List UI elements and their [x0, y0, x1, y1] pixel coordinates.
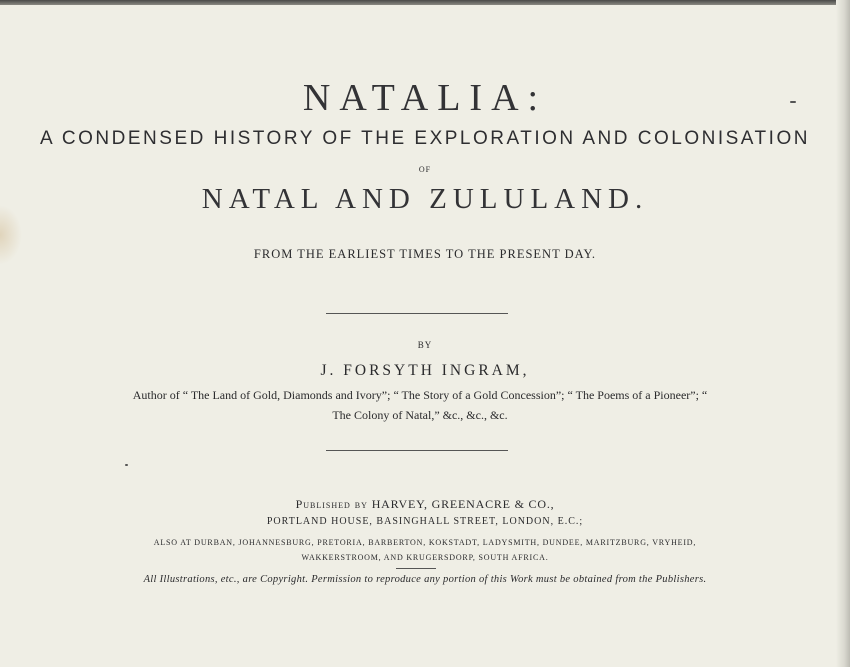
publisher-branches: ALSO AT DURBAN, JOHANNESBURG, PRETORIA, BARBERTON, KOKSTADT, LADYSMITH, DUNDEE, MARITZBURG, VRYHEID, WAKKERSTROOM, AND KRUGERSDORP, SOUTH AFRICA.: [153, 538, 697, 562]
divider-rule: [326, 313, 508, 314]
copyright-notice: All Illustrations, etc., are Copyright. Permission to reproduce any portion of this Work must be obtained from the Publishers.: [143, 574, 707, 585]
book-title: NATALIA:: [302, 77, 548, 119]
book-subtitle: A CONDENSED HISTORY OF THE EXPLORATION AND COLONISATION: [40, 128, 810, 149]
paper-speck: [125, 464, 128, 466]
page-top-edge: [0, 0, 850, 5]
publisher-label: Published by: [295, 497, 368, 511]
publisher-address: PORTLAND HOUSE, BASINGHALL STREET, LONDON, E.C.;: [266, 516, 584, 527]
book-period: FROM THE EARLIEST TIMES TO THE PRESENT DAY.: [253, 247, 597, 261]
author-name: J. FORSYTH INGRAM,: [320, 362, 530, 379]
book-region: NATAL AND ZULULAND.: [201, 183, 649, 215]
divider-rule: [326, 450, 508, 451]
by-label: BY: [417, 340, 433, 350]
subtitle-of: OF: [418, 165, 432, 174]
author-works: Author of “ The Land of Gold, Diamonds and Ivory”; “ The Story of a Gold Concession”; “ The Poems of a Pioneer”; “ The Colony of Natal,” &c., &c., &c.: [132, 388, 708, 422]
short-rule: [396, 568, 436, 569]
publisher-name: HARVEY, GREENACRE & CO.,: [371, 497, 555, 511]
publisher-line: [0, 497, 850, 512]
